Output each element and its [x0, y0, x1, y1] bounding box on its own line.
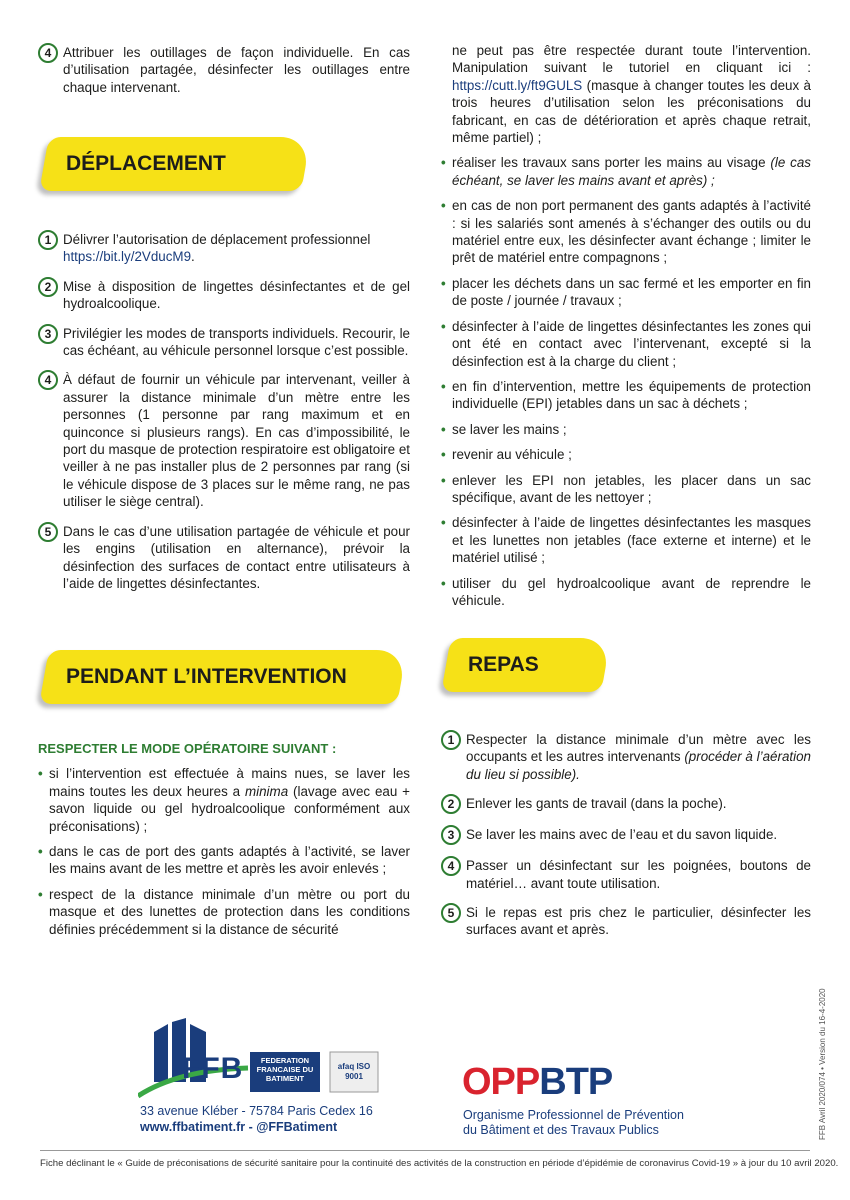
section-banner-deplacement [44, 137, 306, 191]
list-item: 1 Respecter la distance minimale d’un mètre avec les occupants et les autres intervenants (procéder à l’aération du lieu si possible). [441, 731, 811, 783]
bullet-item: • désinfecter à l’aide de lingettes désinfectantes les masques et les lunettes non jetables (face externe et interne) et le matériel utilisé ; [441, 514, 811, 566]
tutorial-link[interactable]: https://cutt.ly/ft9GULS [452, 77, 583, 93]
list-item [38, 371, 410, 510]
number-badge: 1 [441, 730, 461, 750]
number-badge: 1 [38, 230, 58, 250]
bullet-item: • revenir au véhicule ; [441, 446, 811, 463]
number-badge: 3 [38, 324, 58, 344]
list-item [38, 523, 410, 593]
list-item-text: Privilégier les modes de transports individuels. Recourir, le cas échéant, au véhicule personnel lorsque c’est possible. [63, 325, 410, 359]
continued-text: ne peut pas être respectée durant toute l’intervention. Manipulation suivant le tutoriel en cliquant ici : https://cutt.ly/ft9GULS (masque à changer toutes les deux à trois heures d’utilisation selon les préconisations du fabricant, en cas de détérioration et après chaque retrait, même partiel) ; [452, 43, 811, 146]
list-item [441, 795, 811, 814]
repas-list [441, 731, 811, 939]
number-badge: 5 [38, 522, 58, 542]
deplacement-link[interactable]: https://bit.ly/2VducM9 [63, 249, 192, 265]
oppbtp-line-2: du Bâtiment et des Travaux Publics [463, 1123, 659, 1137]
number-badge: 4 [38, 43, 58, 63]
bullet-item: • se laver les mains ; [441, 421, 811, 438]
list-item-text: Si le repas est pris chez le particulier, désinfecter les surfaces avant et après. [466, 905, 811, 938]
bullet-item: • utiliser du gel hydroalcoolique avant de reprendre le véhicule. [441, 575, 811, 610]
list-item-text: Mise à disposition de lingettes désinfectantes et de gel hydroalcoolique. [63, 278, 410, 312]
list-item-text: Se laver les mains avec de l’eau et du savon liquide. [466, 827, 778, 843]
bullet-item: • enlever les EPI non jetables, les placer dans un sac spécifique, avant de les nettoyer ; [441, 472, 811, 507]
number-badge: 2 [38, 277, 58, 297]
list-item-text: Enlever les gants de travail (dans la poche). [466, 796, 727, 812]
number-badge: 3 [441, 825, 461, 845]
ffb-address: 33 avenue Kléber - 75784 Paris Cedex 16 [140, 1104, 373, 1118]
number-badge: 2 [441, 794, 461, 814]
oppbtp-line-1: Organisme Professionnel de Prévention [463, 1108, 684, 1122]
list-item [441, 857, 811, 892]
ffb-letters: FFB [182, 1052, 244, 1085]
list-item [441, 904, 811, 939]
list-item [38, 44, 410, 96]
bullet-item: • si l’intervention est effectuée à mains nues, se laver les mains toutes les deux heures a minima (lavage avec eau + savon liquide ou gel hydroalcoolique conformément aux préconisations) ; [38, 765, 410, 835]
vertical-version-note: FFB Avril 2020/074 • Version du 16-4-2020 [818, 988, 827, 1140]
list-item-text: Attribuer les outillages de façon individuelle. En cas d’utilisation partagée, désinfecter les outillages entre chaque intervenant. [63, 45, 410, 95]
oppbtp-logo [462, 1062, 612, 1102]
section-title: REPAS [468, 653, 539, 676]
list-item-text: Délivrer l’autorisation de déplacement professionnel [63, 232, 371, 247]
right-column [441, 42, 811, 609]
left-column [38, 42, 410, 96]
list-item-text: Dans le cas d’une utilisation partagée de véhicule et pour les engins (utilisation en alternance), prévoir la désinfection des surfaces de contact entre utilisateurs à l’aide de lingettes désinfectantes. [63, 523, 410, 591]
deplacement-list [38, 231, 410, 592]
ffb-logo [138, 1018, 388, 1100]
bullet-item: • dans le cas de port des gants adaptés à l’activité, se laver les mains avant de les mettre et après les avoir enlevés ; [38, 843, 410, 878]
bullet-item: • en fin d’intervention, mettre les équipements de protection individuelle (EPI) jetables dans un sac à déchets ; [441, 378, 811, 413]
oppbtp-logo-btp: BTP [539, 1061, 613, 1103]
bullet-item: • en cas de non port permanent des gants adaptés à l’activité : si les salariés sont amenés à s’échanger des outils ou du matériel entre eux, les désinfecter avant échange ; limiter le prêt de matériel entre compagnons ; [441, 197, 811, 267]
section-title: PENDANT L’INTERVENTION [66, 665, 347, 688]
section-title: DÉPLACEMENT [66, 152, 226, 175]
link-suffix: . [191, 249, 195, 265]
bullet-item: • désinfecter à l’aide de lingettes désinfectantes les zones qui ont été en contact avec l’intervenant, excepté si la désinfection est à la charge du client ; [441, 318, 811, 370]
bullet-item: • respect de la distance minimale d’un mètre ou port du masque et des lunettes de protection dans les conditions définies précédemment si la distance de sécurité [38, 886, 410, 938]
intervention-list [38, 740, 410, 938]
list-item [38, 231, 410, 266]
list-item [441, 826, 811, 845]
bullet-item: • réaliser les travaux sans porter les mains au visage (le cas échéant, se laver les mains avant et après) ; [441, 154, 811, 189]
number-badge: 5 [441, 903, 461, 923]
bullet-item: • placer les déchets dans un sac fermé et les emporter en fin de poste / journée / travaux ; [441, 275, 811, 310]
list-item-text: Passer un désinfectant sur les poignées, boutons de matériel… avant toute utilisation. [466, 858, 811, 891]
footer-divider [40, 1150, 810, 1151]
number-badge: 4 [38, 370, 58, 390]
list-item-text: À défaut de fournir un véhicule par intervenant, veiller à assurer la distance minimale d’un mètre entre les personnes (1 personne par rang maximum et en quinconce si plusieurs rangs). En cas d’impossibilité, le port du masque de protection respiratoire est obligatoire et veiller à ne pas installer plus de 2 personnes par rang (si le véhicule dispose de 3 places sur le même rang, ne pas utiliser le siège central). [63, 372, 410, 510]
section-banner-repas [446, 638, 606, 692]
section-banner-intervention [44, 650, 402, 704]
oppbtp-logo-opp: OPP [462, 1061, 540, 1103]
ffb-website[interactable]: www.ffbatiment.fr - @FFBatiment [140, 1120, 338, 1134]
subheading: RESPECTER LE MODE OPÉRATOIRE SUIVANT : [38, 741, 337, 756]
list-item [38, 278, 410, 313]
list-item [38, 325, 410, 360]
afaq-text: afaq ISO 9001 [337, 1062, 371, 1081]
footer-note: Fiche déclinant le « Guide de préconisations de sécurité sanitaire pour la continuité des activités de la construction en période d’épidémie de coronavirus Covid-19 » à jour du 10 avril 2020. [40, 1158, 839, 1169]
number-badge: 4 [441, 856, 461, 876]
ffb-box-text: FEDERATION FRANCAISE DU BATIMENT [256, 1056, 314, 1083]
